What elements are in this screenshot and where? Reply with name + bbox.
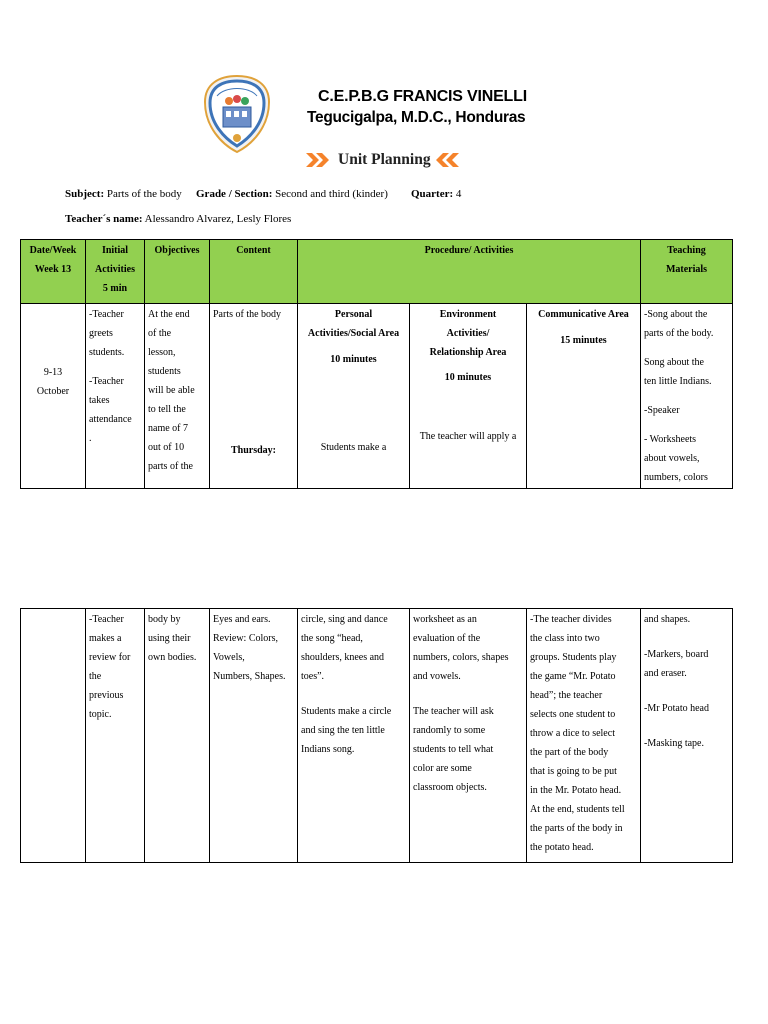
unit-plan-table-page-1: [20, 239, 733, 489]
content-line: Vowels,: [213, 652, 245, 663]
teaching-material-line: -Masking tape.: [644, 738, 704, 749]
personal-activity-line: the song “head,: [301, 633, 363, 644]
line-gap: [644, 343, 729, 353]
objective-line: out of 10: [148, 442, 185, 453]
line-gap: [644, 391, 729, 401]
personal-area-cell-continued: [298, 609, 410, 863]
teaching-materials-cell-continued: [641, 609, 733, 863]
environment-activity-line: and vowels.: [413, 671, 461, 682]
teaching-material-line: numbers, colors: [644, 472, 708, 483]
environment-activity-line: randomly to some: [413, 725, 486, 736]
communicative-activity-line: the parts of the body in: [530, 823, 623, 834]
initial-activity-line: takes: [89, 395, 110, 406]
communicative-activity-line: the part of the body: [530, 747, 609, 758]
chevron-right-icon: [306, 150, 332, 170]
teaching-material-line: about vowels,: [644, 453, 700, 464]
personal-activity-line: circle, sing and dance: [301, 614, 388, 625]
environment-area-title-3: Relationship Area: [429, 347, 507, 358]
header-week-label: Week 13: [34, 264, 72, 275]
teacher-label: Teacher´s name:: [65, 213, 143, 225]
header-objectives: Objectives: [145, 240, 210, 304]
date-cell: [21, 304, 86, 489]
school-logo: [203, 74, 271, 154]
personal-area-title-1: Personal: [334, 309, 373, 320]
personal-area-cell: [298, 304, 410, 489]
communicative-activity-line: the potato head.: [530, 842, 594, 853]
personal-area-time: 10 minutes: [330, 354, 377, 365]
environment-activity-line: classroom objects.: [413, 782, 487, 793]
initial-activity-line: the: [89, 671, 102, 682]
date-month: October: [36, 385, 70, 397]
communicative-activity-line: -The teacher divides: [530, 614, 612, 625]
environment-activity-line: The teacher will ask: [413, 706, 494, 717]
school-city: Tegucigalpa, M.D.C., Honduras: [307, 109, 526, 126]
objective-line: to tell the: [148, 404, 186, 415]
teaching-material-line: and shapes.: [644, 614, 691, 625]
date-cell-continued: [21, 609, 86, 863]
communicative-activity-line: in the Mr. Potato head.: [530, 785, 622, 796]
communicative-area-title: Communicative Area: [538, 309, 629, 320]
communicative-area-time: 15 minutes: [560, 335, 607, 346]
header-teaching-1: Teaching: [667, 245, 706, 256]
environment-activity-line: numbers, colors, shapes: [413, 652, 509, 663]
personal-activity-line: shoulders, knees and: [301, 652, 385, 663]
teaching-material-line: -Markers, board: [644, 649, 709, 660]
objective-line: of the: [148, 328, 172, 339]
environment-activity-line: worksheet as an: [413, 614, 477, 625]
environment-area-title-2: Activities/: [446, 328, 490, 339]
teaching-material-line: and eraser.: [644, 668, 687, 679]
teaching-material-line: -Speaker: [644, 405, 680, 416]
teaching-material-line: -Song about the: [644, 309, 708, 320]
communicative-area-cell: [527, 304, 641, 489]
content-cell-continued: [210, 609, 298, 863]
communicative-activity-line: throw a dice to select: [530, 728, 615, 739]
objective-line: lesson,: [148, 347, 176, 358]
initial-activity-line: review for: [89, 652, 131, 663]
objectives-cell-continued: [145, 609, 210, 863]
teaching-material-line: ten little Indians.: [644, 376, 712, 387]
environment-activity-line: students to tell what: [413, 744, 494, 755]
personal-activity-line: Indians song.: [301, 744, 355, 755]
content-line: Eyes and ears.: [213, 614, 271, 625]
initial-activity-line: students.: [89, 347, 125, 358]
content-day: Thursday:: [230, 445, 276, 456]
subject-value: Parts of the body: [106, 188, 182, 200]
communicative-activity-line: the game “Mr. Potato: [530, 671, 616, 682]
environment-area-start: The teacher will apply a: [419, 431, 517, 442]
communicative-activity-line: that is going to be put: [530, 766, 617, 777]
teacher-line: [65, 213, 291, 225]
teacher-value: Alessandro Alvarez, Lesly Flores: [144, 213, 292, 225]
initial-activities-cell-continued: [86, 609, 145, 863]
chevron-left-icon: [433, 150, 459, 170]
personal-activity-line: and sing the ten little: [301, 725, 385, 736]
objective-line: will be able: [148, 385, 195, 396]
grade-value: Second and third (kinder): [275, 188, 388, 200]
teaching-material-line: parts of the body.: [644, 328, 714, 339]
header-date-week: [21, 240, 86, 304]
document-title: Unit Planning: [338, 151, 431, 168]
objective-line: parts of the: [148, 461, 193, 472]
objective-line: At the end: [148, 309, 190, 320]
teaching-material-line: -Mr Potato head: [644, 703, 709, 714]
teaching-material-line: Song about the: [644, 357, 704, 368]
subject-line: [65, 188, 182, 200]
header-date-week-label: Date/Week: [29, 245, 77, 256]
quarter-value: 4: [455, 188, 462, 200]
unit-plan-table-page-2: [20, 608, 733, 863]
header-procedure: Procedure/ Activities: [298, 240, 641, 304]
initial-activity-line: .: [89, 433, 92, 444]
environment-area-title-1: Environment: [439, 309, 497, 320]
line-gap: [644, 420, 729, 430]
date-range: 9-13: [43, 366, 63, 378]
initial-activity-line: greets: [89, 328, 113, 339]
objective-line: using their: [148, 633, 191, 644]
header-initial-activities: [86, 240, 145, 304]
environment-activity-line: color are some: [413, 763, 472, 774]
environment-area-cell-continued: [410, 609, 527, 863]
content-topic: Parts of the body: [213, 309, 282, 320]
grade-label: Grade / Section:: [196, 188, 273, 200]
objective-line: own bodies.: [148, 652, 197, 663]
teaching-material-line: - Worksheets: [644, 434, 697, 445]
objective-line: name of 7: [148, 423, 188, 434]
communicative-activity-line: groups. Students play: [530, 652, 617, 663]
header-initial-2: Activities: [95, 264, 135, 275]
header-teaching-materials: [641, 240, 733, 304]
subject-label: Subject:: [65, 188, 105, 200]
communicative-activity-line: At the end, students tell: [530, 804, 625, 815]
line-gap: [89, 362, 141, 372]
objectives-cell: [145, 304, 210, 489]
personal-area-title-2: Activities/Social Area: [307, 328, 400, 339]
teaching-materials-cell: [641, 304, 733, 489]
content-line: Review: Colors,: [213, 633, 278, 644]
initial-activity-line: makes a: [89, 633, 122, 644]
initial-activity-line: -Teacher: [89, 309, 124, 320]
initial-activities-cell: [86, 304, 145, 489]
header-content: Content: [210, 240, 298, 304]
environment-activity-line: evaluation of the: [413, 633, 481, 644]
personal-area-start: Students make a: [320, 442, 387, 453]
school-name: C.E.P.B.G FRANCIS VINELLI: [318, 88, 527, 105]
initial-activity-line: -Teacher: [89, 614, 124, 625]
content-cell: [210, 304, 298, 489]
objective-line: students: [148, 366, 181, 377]
communicative-area-cell-continued: [527, 609, 641, 863]
personal-activity-line: Students make a circle: [301, 706, 392, 717]
document-title-row: [306, 148, 459, 172]
environment-area-time: 10 minutes: [444, 372, 492, 383]
grade-line: [196, 188, 388, 200]
initial-activity-line: previous: [89, 690, 124, 701]
personal-activity-line: toes”.: [301, 671, 325, 682]
communicative-activity-line: selects one student to: [530, 709, 616, 720]
quarter-label: Quarter:: [411, 188, 454, 200]
communicative-activity-line: head”; the teacher: [530, 690, 603, 701]
header-initial-3: 5 min: [102, 283, 128, 294]
objective-line: body by: [148, 614, 181, 625]
quarter-line: [411, 188, 461, 200]
initial-activity-line: attendance: [89, 414, 132, 425]
communicative-activity-line: the class into two: [530, 633, 600, 644]
header-teaching-2: Materials: [665, 264, 708, 275]
initial-activity-line: topic.: [89, 709, 112, 720]
header-initial-1: Initial: [101, 245, 129, 256]
environment-area-cell: [410, 304, 527, 489]
initial-activity-line: -Teacher: [89, 376, 124, 387]
content-line: Numbers, Shapes.: [213, 671, 286, 682]
